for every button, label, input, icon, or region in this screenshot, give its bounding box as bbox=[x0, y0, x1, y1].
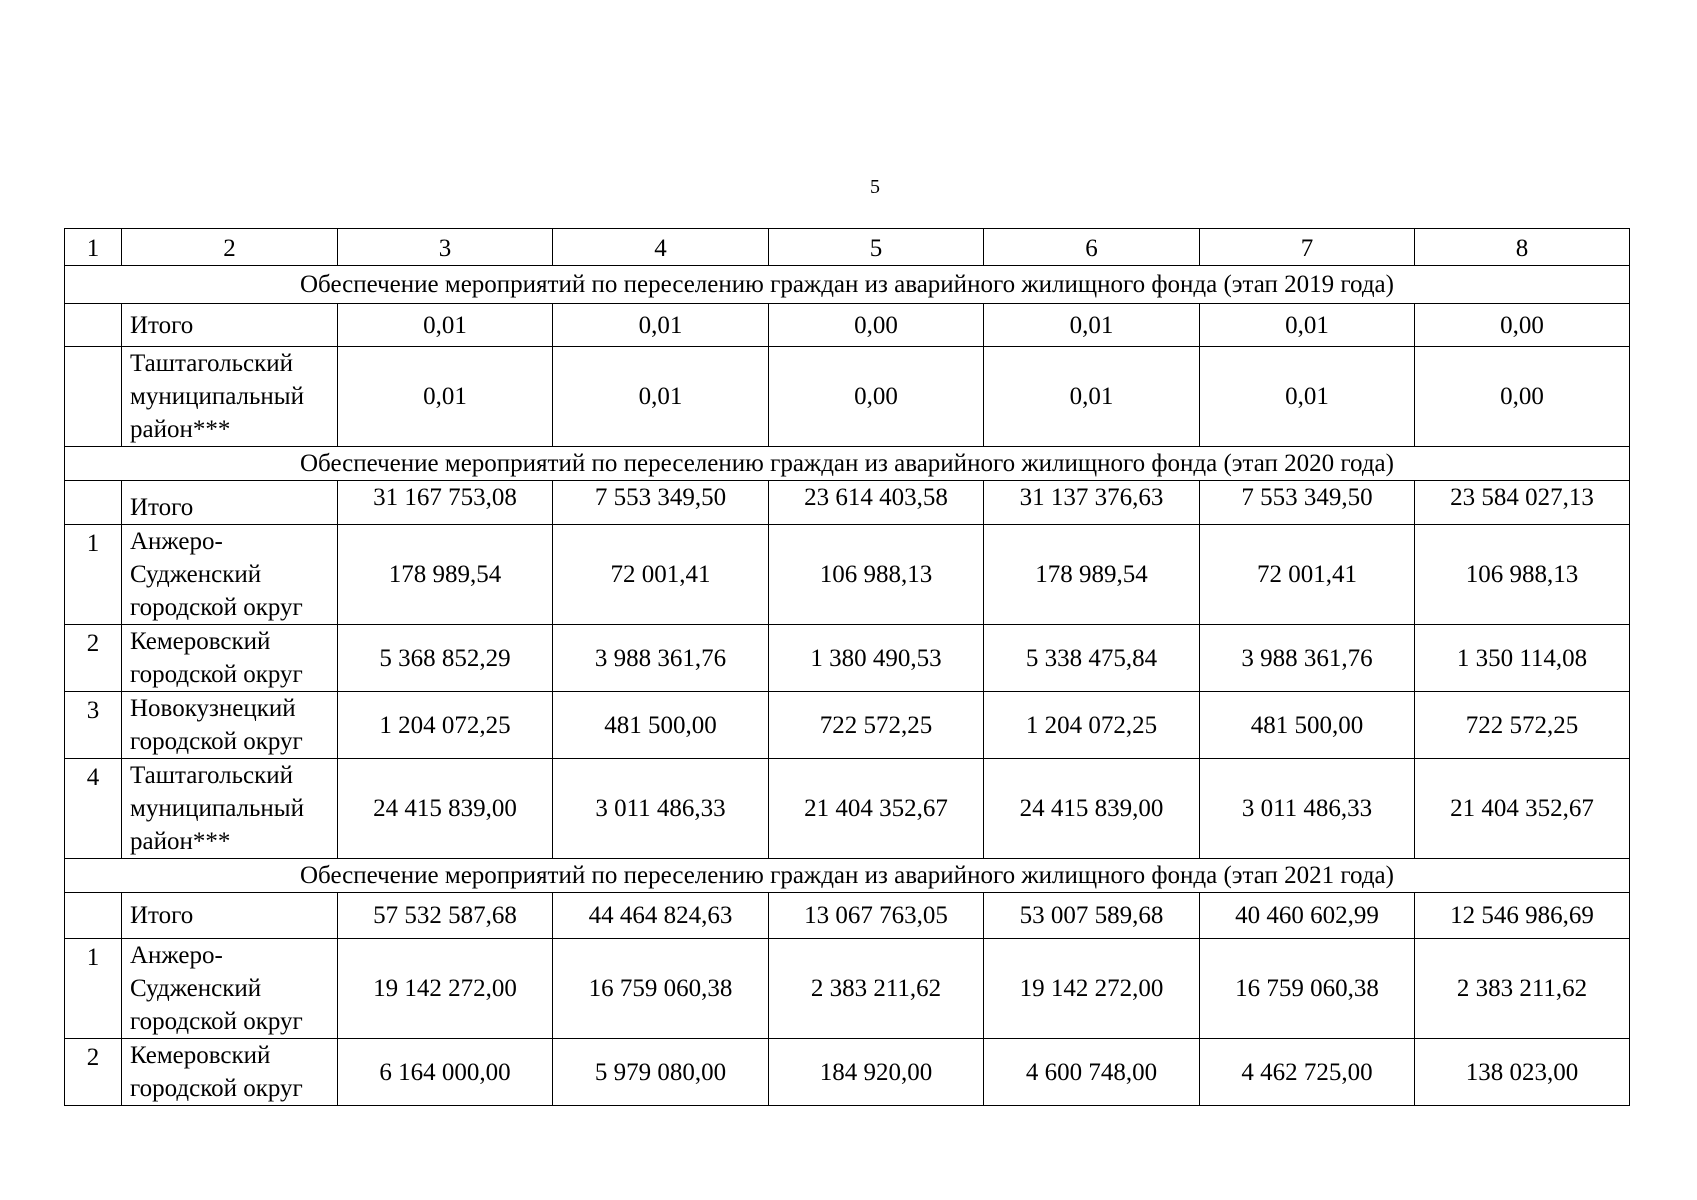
section-title: Обеспечение мероприятий по переселению граждан из аварийного жилищного фонда (этап 2019 года) bbox=[65, 266, 1630, 304]
row-number bbox=[65, 893, 122, 939]
value-cell: 4 600 748,00 bbox=[984, 1039, 1200, 1106]
value-cell: 5 338 475,84 bbox=[984, 625, 1200, 692]
value-cell: 106 988,13 bbox=[769, 525, 984, 625]
total-label: Итого bbox=[122, 481, 338, 525]
row-number: 2 bbox=[65, 1039, 122, 1106]
value-cell: 1 350 114,08 bbox=[1415, 625, 1630, 692]
value-cell: 5 979 080,00 bbox=[553, 1039, 769, 1106]
page-number: 5 bbox=[870, 176, 880, 198]
row-number bbox=[65, 347, 122, 447]
value-cell: 44 464 824,63 bbox=[553, 893, 769, 939]
value-cell: 19 142 272,00 bbox=[338, 939, 553, 1039]
value-cell: 21 404 352,67 bbox=[1415, 759, 1630, 859]
total-label: Итого bbox=[122, 304, 338, 347]
municipality-name: Таштагольский муниципальный район*** bbox=[122, 759, 338, 859]
municipality-name: Анжеро-Судженский городской округ bbox=[122, 525, 338, 625]
value-cell: 7 553 349,50 bbox=[553, 481, 769, 525]
value-cell: 3 988 361,76 bbox=[1200, 625, 1415, 692]
value-cell: 0,01 bbox=[984, 347, 1200, 447]
value-cell: 24 415 839,00 bbox=[338, 759, 553, 859]
municipality-name: Кемеровский городской округ bbox=[122, 1039, 338, 1106]
value-cell: 2 383 211,62 bbox=[1415, 939, 1630, 1039]
value-cell: 7 553 349,50 bbox=[1200, 481, 1415, 525]
column-number-header: 7 bbox=[1200, 229, 1415, 266]
value-cell: 722 572,25 bbox=[1415, 692, 1630, 759]
row-number: 2 bbox=[65, 625, 122, 692]
row-number: 3 bbox=[65, 692, 122, 759]
value-cell: 722 572,25 bbox=[769, 692, 984, 759]
section-title-row bbox=[65, 859, 1630, 893]
column-number-header: 5 bbox=[769, 229, 984, 266]
total-label: Итого bbox=[122, 893, 338, 939]
value-cell: 21 404 352,67 bbox=[769, 759, 984, 859]
value-cell: 178 989,54 bbox=[338, 525, 553, 625]
resettlement-funding-table bbox=[64, 228, 1630, 1106]
municipality-name: Новокузнецкий городской округ bbox=[122, 692, 338, 759]
section-title: Обеспечение мероприятий по переселению граждан из аварийного жилищного фонда (этап 2021 года) bbox=[65, 859, 1630, 893]
value-cell: 0,01 bbox=[338, 347, 553, 447]
row-number: 4 bbox=[65, 759, 122, 859]
column-number-header: 4 bbox=[553, 229, 769, 266]
value-cell: 0,01 bbox=[1200, 304, 1415, 347]
value-cell: 0,01 bbox=[553, 304, 769, 347]
value-cell: 72 001,41 bbox=[553, 525, 769, 625]
table-row bbox=[65, 759, 1630, 859]
value-cell: 481 500,00 bbox=[1200, 692, 1415, 759]
row-number: 1 bbox=[65, 525, 122, 625]
value-cell: 5 368 852,29 bbox=[338, 625, 553, 692]
value-cell: 3 011 486,33 bbox=[1200, 759, 1415, 859]
municipality-name: Таштагольский муниципальный район*** bbox=[122, 347, 338, 447]
row-number: 1 bbox=[65, 939, 122, 1039]
value-cell: 0,00 bbox=[1415, 304, 1630, 347]
value-cell: 40 460 602,99 bbox=[1200, 893, 1415, 939]
municipality-name: Анжеро-Судженский городской округ bbox=[122, 939, 338, 1039]
value-cell: 23 584 027,13 bbox=[1415, 481, 1630, 525]
value-cell: 53 007 589,68 bbox=[984, 893, 1200, 939]
value-cell: 2 383 211,62 bbox=[769, 939, 984, 1039]
municipality-name: Кемеровский городской округ bbox=[122, 625, 338, 692]
table-row bbox=[65, 625, 1630, 692]
value-cell: 31 167 753,08 bbox=[338, 481, 553, 525]
value-cell: 24 415 839,00 bbox=[984, 759, 1200, 859]
column-number-header-row bbox=[65, 229, 1630, 266]
table-row bbox=[65, 939, 1630, 1039]
total-row bbox=[65, 893, 1630, 939]
value-cell: 19 142 272,00 bbox=[984, 939, 1200, 1039]
value-cell: 0,00 bbox=[769, 347, 984, 447]
value-cell: 3 011 486,33 bbox=[553, 759, 769, 859]
value-cell: 6 164 000,00 bbox=[338, 1039, 553, 1106]
section-title-row bbox=[65, 447, 1630, 481]
value-cell: 481 500,00 bbox=[553, 692, 769, 759]
value-cell: 106 988,13 bbox=[1415, 525, 1630, 625]
section-title-row bbox=[65, 266, 1630, 304]
column-number-header: 3 bbox=[338, 229, 553, 266]
row-number bbox=[65, 304, 122, 347]
value-cell: 0,01 bbox=[1200, 347, 1415, 447]
total-row bbox=[65, 481, 1630, 525]
value-cell: 0,00 bbox=[769, 304, 984, 347]
value-cell: 0,01 bbox=[338, 304, 553, 347]
value-cell: 0,01 bbox=[553, 347, 769, 447]
value-cell: 1 380 490,53 bbox=[769, 625, 984, 692]
value-cell: 184 920,00 bbox=[769, 1039, 984, 1106]
table-row bbox=[65, 525, 1630, 625]
row-number bbox=[65, 481, 122, 525]
value-cell: 1 204 072,25 bbox=[338, 692, 553, 759]
value-cell: 12 546 986,69 bbox=[1415, 893, 1630, 939]
column-number-header: 2 bbox=[122, 229, 338, 266]
value-cell: 16 759 060,38 bbox=[553, 939, 769, 1039]
value-cell: 1 204 072,25 bbox=[984, 692, 1200, 759]
table-row bbox=[65, 692, 1630, 759]
value-cell: 31 137 376,63 bbox=[984, 481, 1200, 525]
column-number-header: 1 bbox=[65, 229, 122, 266]
column-number-header: 8 bbox=[1415, 229, 1630, 266]
value-cell: 4 462 725,00 bbox=[1200, 1039, 1415, 1106]
table-row bbox=[65, 1039, 1630, 1106]
value-cell: 57 532 587,68 bbox=[338, 893, 553, 939]
column-number-header: 6 bbox=[984, 229, 1200, 266]
value-cell: 3 988 361,76 bbox=[553, 625, 769, 692]
total-row bbox=[65, 304, 1630, 347]
section-title: Обеспечение мероприятий по переселению граждан из аварийного жилищного фонда (этап 2020 года) bbox=[65, 447, 1630, 481]
value-cell: 178 989,54 bbox=[984, 525, 1200, 625]
value-cell: 23 614 403,58 bbox=[769, 481, 984, 525]
value-cell: 72 001,41 bbox=[1200, 525, 1415, 625]
value-cell: 0,01 bbox=[984, 304, 1200, 347]
table-row bbox=[65, 347, 1630, 447]
value-cell: 0,00 bbox=[1415, 347, 1630, 447]
value-cell: 138 023,00 bbox=[1415, 1039, 1630, 1106]
value-cell: 16 759 060,38 bbox=[1200, 939, 1415, 1039]
value-cell: 13 067 763,05 bbox=[769, 893, 984, 939]
